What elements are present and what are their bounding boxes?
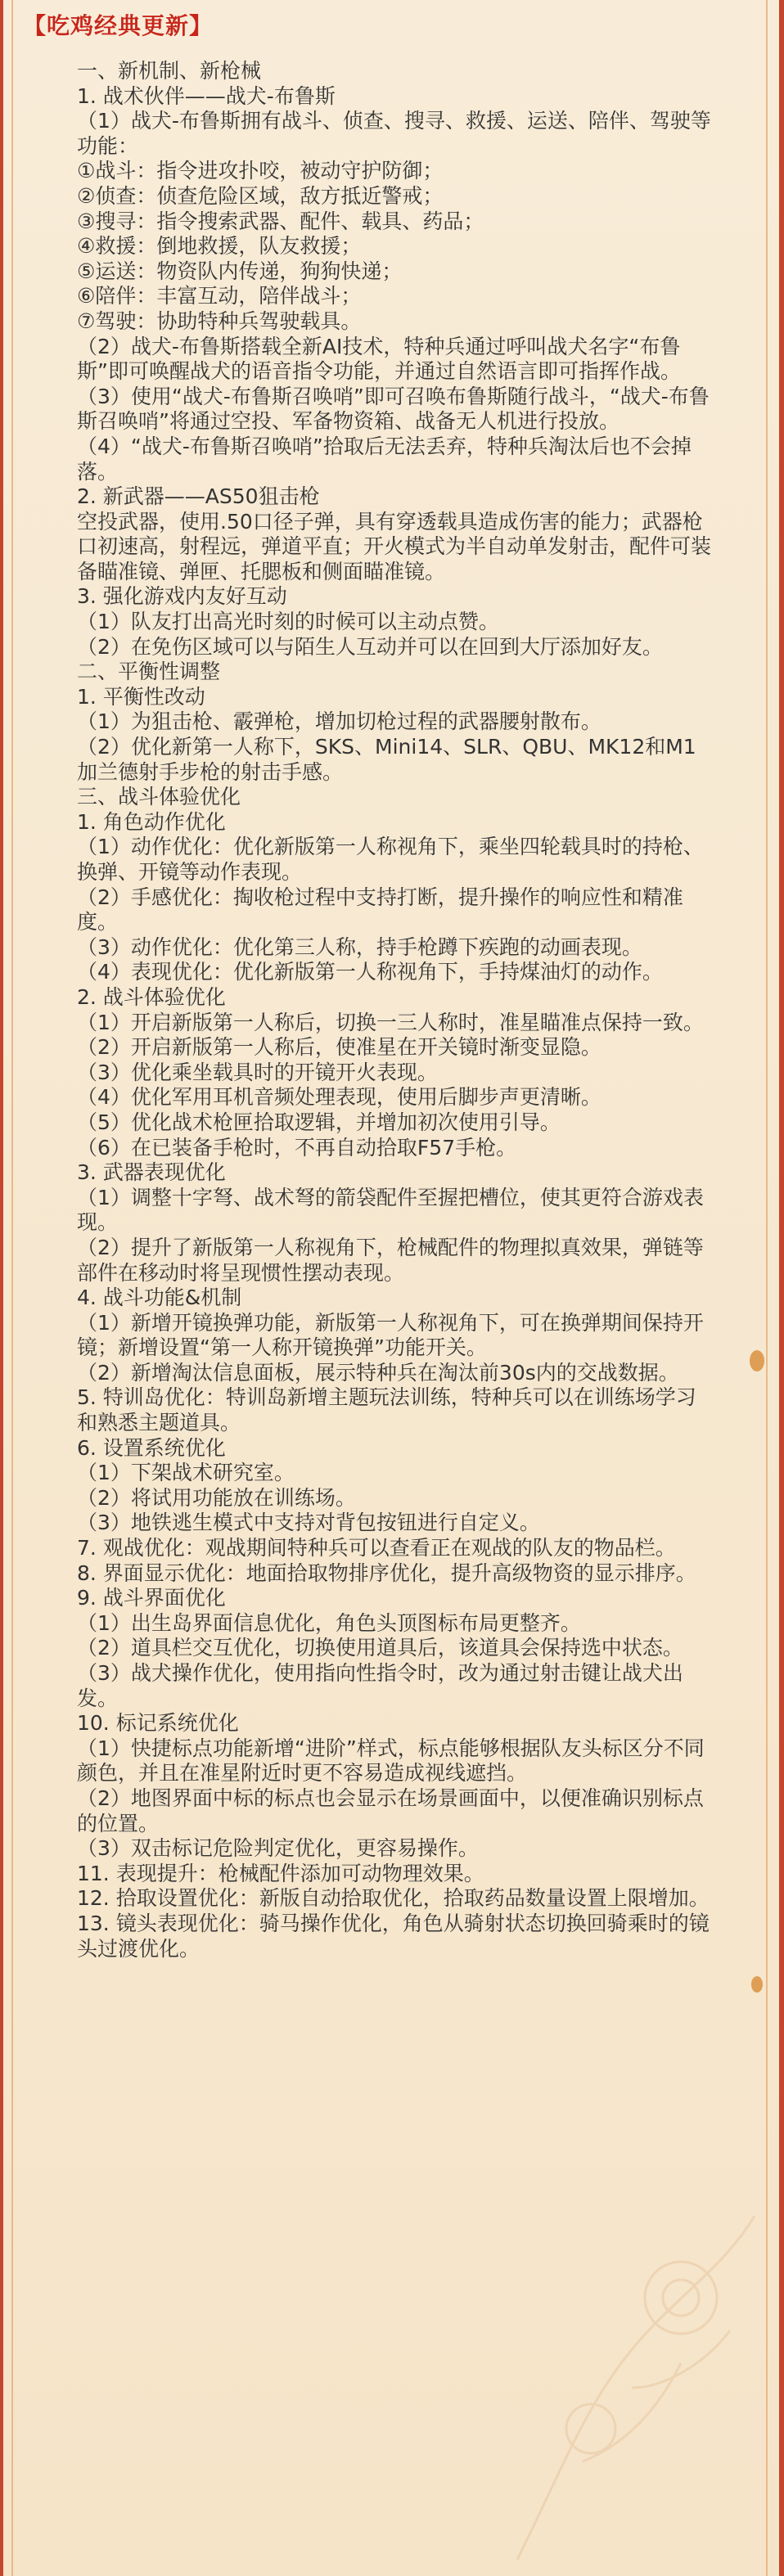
note-line: （2）战犬-布鲁斯搭载全新AI技术，特种兵通过呼叫战犬名字“布鲁斯”即可唤醒战犬的语音指令功能，并通过自然语言即可指挥作战。: [77, 334, 681, 384]
note-line: （2）优化新第一人称下，SKS、Mini14、SLR、QBU、MK12和M1加兰德射手步枪的射击手感。: [77, 735, 696, 784]
note-line: （3）使用“战犬-布鲁斯召唤哨”即可召唤布鲁斯随行战斗，“战犬-布鲁斯召唤哨”将通过空投、军备物资箱、战备无人机进行投放。: [77, 384, 710, 434]
note-line: ⑥陪伴：丰富互动，陪伴战斗；: [77, 284, 362, 308]
note-line: 一、新机制、新枪械: [77, 59, 262, 83]
note-line: （3）地铁逃生模式中支持对背包按钮进行自定义。: [77, 1511, 540, 1535]
note-line: （1）开启新版第一人称后，切换一三人称时，准星瞄准点保持一致。: [77, 1010, 704, 1034]
note-line: （4）优化军用耳机音频处理表现，使用后脚步声更清晰。: [77, 1085, 602, 1110]
decorative-dot: [750, 1350, 764, 1371]
left-border-line: [11, 0, 13, 2576]
note-line: ⑤运送：物资队内传递，狗狗快递；: [77, 259, 403, 283]
note-line: ④救援：倒地救援，队友救援；: [77, 234, 362, 259]
update-notes: [77, 59, 715, 1961]
note-line: 1. 平衡性改动: [77, 684, 205, 709]
note-line: 9. 战斗界面优化: [77, 1586, 226, 1610]
note-line: （4）表现优化：优化新版第一人称视角下，手持煤油灯的动作。: [77, 960, 663, 984]
note-line: 13. 镜头表现优化：骑马操作优化，角色从骑射状态切换回骑乘时的镜头过渡优化。: [77, 1911, 710, 1961]
note-line: 3. 武器表现优化: [77, 1160, 226, 1185]
note-line: （2）道具栏交互优化，切换使用道具后，该道具会保持选中状态。: [77, 1636, 683, 1660]
note-line: 1. 角色动作优化: [77, 809, 226, 834]
note-line: （3）战犬操作优化，使用指向性指令时，改为通过射击键让战犬出发。: [77, 1661, 683, 1710]
note-line: （1）动作优化：优化新版第一人称视角下，乘坐四轮载具时的持枪、换弹、开镜等动作表现。: [77, 835, 704, 884]
note-line: 8. 界面显示优化：地面拾取物排序优化，提升高级物资的显示排序。: [77, 1560, 696, 1585]
note-line: （3）双击标记危险判定优化，更容易操作。: [77, 1836, 479, 1861]
note-line: （1）快捷标点功能新增“进阶”样式，标点能够根据队友头标区分不同颜色，并且在准星附近时更不容易造成视线遮挡。: [77, 1736, 705, 1786]
note-line: （1）调整十字弩、战术弩的箭袋配件至握把槽位，使其更符合游戏表现。: [77, 1185, 704, 1235]
page-title: 【吃鸡经典更新】: [23, 12, 214, 39]
note-line: （4）“战犬-布鲁斯召唤哨”拾取后无法丢弃，特种兵淘汰后也不会掉落。: [77, 434, 692, 484]
note-line: （2）新增淘汰信息面板，展示特种兵在淘汰前30s内的交战数据。: [77, 1360, 679, 1385]
note-line: 2. 战斗体验优化: [77, 984, 226, 1009]
note-line: ②侦查：侦查危险区域，敌方抵近警戒；: [77, 183, 444, 208]
note-line: （1）出生岛界面信息优化，角色头顶图标布局更整齐。: [77, 1610, 581, 1635]
note-line: （2）在免伤区域可以与陌生人互动并可以在回到大厅添加好友。: [77, 634, 663, 659]
note-line: 二、平衡性调整: [77, 660, 221, 684]
note-line: 4. 战斗功能&机制: [77, 1286, 242, 1310]
note-line: （2）提升了新版第一人称视角下，枪械配件的物理拟真效果，弹链等部件在移动时将呈现惯性摆动表现。: [77, 1235, 704, 1285]
note-line: （1）新增开镜换弹功能，新版第一人称视角下，可在换弹期间保持开镜；新增设置“第一人称开镜换弹”功能开关。: [77, 1310, 704, 1360]
note-line: ⑦驾驶：协助特种兵驾驶载具。: [77, 308, 362, 333]
note-line: （1）下架战术研究室。: [77, 1461, 295, 1485]
note-line: （5）优化战术枪匣拾取逻辑，并增加初次使用引导。: [77, 1110, 561, 1134]
decorative-flower-illustration: [468, 2118, 763, 2576]
note-line: （1）战犬-布鲁斯拥有战斗、侦查、搜寻、救援、运送、陪伴、驾驶等功能：: [77, 109, 711, 158]
note-line: （2）将试用功能放在训练场。: [77, 1485, 356, 1510]
note-line: 7. 观战优化：观战期间特种兵可以查看正在观战的队友的物品栏。: [77, 1536, 676, 1560]
note-line: ①战斗：指令进攻扑咬，被动守护防御；: [77, 159, 444, 183]
right-border-line: [766, 0, 768, 2576]
note-line: 5. 特训岛优化：特训岛新增主题玩法训练，特种兵可以在训练场学习和熟悉主题道具。: [77, 1385, 696, 1435]
header: [3, 0, 282, 49]
note-line: （6）在已装备手枪时，不再自动拾取F57手枪。: [77, 1135, 517, 1160]
note-line: 空投武器，使用.50口径子弹，具有穿透载具造成伤害的能力；武器枪口初速高，射程远，弹道平直；开火模式为半自动单发射击，配件可装备瞄准镜、弹匣、托腮板和侧面瞄准镜。: [77, 509, 712, 583]
note-line: （3）优化乘坐载具时的开镜开火表现。: [77, 1060, 438, 1084]
note-line: 1. 战术伙伴——战犬-布鲁斯: [77, 83, 336, 108]
note-line: 6. 设置系统优化: [77, 1435, 226, 1460]
note-line: 10. 标记系统优化: [77, 1711, 239, 1736]
note-line: ③搜寻：指令搜索武器、配件、载具、药品；: [77, 209, 484, 233]
note-line: （1）队友打出高光时刻的时候可以主动点赞。: [77, 610, 499, 634]
note-line: 三、战斗体验优化: [77, 785, 241, 809]
note-line: （2）手感优化：掏收枪过程中支持打断，提升操作的响应性和精准度。: [77, 885, 683, 934]
note-line: （3）动作优化：优化第三人称，持手枪蹲下疾跑的动画表现。: [77, 934, 642, 959]
note-line: 3. 强化游戏内友好互动: [77, 584, 287, 609]
note-line: 12. 拾取设置优化：新版自动拾取优化，拾取药品数量设置上限增加。: [77, 1886, 710, 1911]
note-line: （1）为狙击枪、霰弹枪，增加切枪过程的武器腰射散布。: [77, 709, 602, 734]
note-line: 11. 表现提升：枪械配件添加可动物理效果。: [77, 1861, 484, 1885]
decorative-dot: [751, 1976, 763, 1993]
note-line: （2）开启新版第一人称后，使准星在开关镜时渐变显隐。: [77, 1035, 602, 1060]
note-line: （2）地图界面中标的标点也会显示在场景画面中，以便准确识别标点的位置。: [77, 1786, 704, 1835]
note-line: 2. 新武器——AS50狙击枪: [77, 484, 320, 509]
